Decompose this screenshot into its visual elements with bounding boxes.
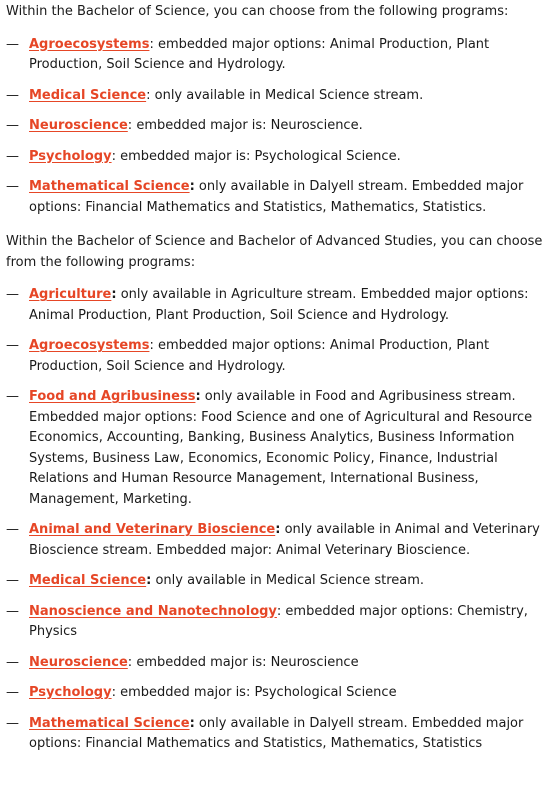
program-separator: : — [111, 685, 116, 700]
program-separator: : — [189, 715, 195, 731]
program-separator: : — [275, 522, 281, 537]
list-dash-marker: — — [6, 118, 19, 133]
program-separator: : — [149, 36, 154, 52]
program-link[interactable]: Nanoscience and Nanotechnology — [29, 603, 277, 619]
program-separator: : — [189, 179, 195, 194]
program-list-item — [6, 147, 548, 168]
program-description: only available in Food and Agribusiness stream. Embedded major options: Food Science and one of Agricultural and Resource Economics, Accounting, Banking, Business Analytics, Business Information Systems, Business Law, Economics, Economic Policy, Finance, Industrial Relations and Human Resource Management, International Business, Management, Marketing. — [29, 389, 533, 507]
program-link[interactable]: Neuroscience — [29, 118, 128, 133]
program-link[interactable]: Medical Science — [29, 87, 147, 103]
list-dash-marker: — — [6, 685, 19, 700]
program-list-item — [6, 520, 548, 561]
program-separator: : — [149, 338, 154, 353]
program-link[interactable]: Mathematical Science — [29, 715, 190, 731]
program-separator: : — [146, 573, 152, 588]
program-description: embedded major is: Neuroscience. — [132, 118, 363, 133]
program-description: only available in Agriculture stream. Embedded major options: Animal Production, Plant Production, Soil Science and Hydrology. — [29, 287, 529, 323]
program-description: only available in Medical Science stream. — [150, 87, 424, 103]
section1-intro: Within the Bachelor of Science, you can choose from the following programs: — [6, 4, 509, 19]
list-dash-marker: — — [6, 573, 19, 588]
program-link[interactable]: Food and Agribusiness — [29, 389, 196, 404]
program-link[interactable]: Psychology — [29, 685, 112, 700]
program-list-item — [6, 683, 548, 704]
program-list-item — [6, 285, 548, 326]
program-link[interactable]: Agroecosystems — [29, 36, 150, 52]
program-description: embedded major is: Psychological Science. — [115, 148, 401, 164]
program-list-item — [6, 116, 548, 137]
program-separator: : — [111, 287, 117, 302]
list-dash-marker: — — [6, 389, 19, 404]
list-dash-marker: — — [6, 654, 19, 670]
program-list-item — [6, 387, 548, 510]
program-separator: : — [111, 148, 116, 164]
list-dash-marker: — — [6, 715, 19, 731]
program-link[interactable]: Neuroscience — [29, 654, 128, 670]
program-description: embedded major options: Animal Production, Plant Production, Soil Science and Hydrology. — [29, 338, 490, 374]
program-description: embedded major options: Animal Production, Plant Production, Soil Science and Hydrology. — [29, 36, 490, 72]
list-dash-marker: — — [6, 603, 19, 619]
program-list-item — [6, 336, 548, 377]
program-link[interactable]: Medical Science — [29, 573, 147, 588]
list-dash-marker: — — [6, 287, 19, 302]
program-description: only available in Dalyell stream. Embedded major options: Financial Mathematics and Statistics, Mathematics, Statistics — [29, 715, 524, 751]
program-list-item — [6, 571, 548, 592]
program-list-item — [6, 35, 548, 76]
list-dash-marker: — — [6, 179, 19, 194]
program-description: only available in Medical Science stream. — [151, 573, 425, 588]
program-link[interactable]: Animal and Veterinary Bioscience — [29, 522, 276, 537]
list-dash-marker: — — [6, 87, 19, 103]
program-description: embedded major options: Chemistry, Physics — [29, 603, 528, 639]
program-description: embedded major is: Psychological Science — [115, 685, 397, 700]
list-dash-marker: — — [6, 148, 19, 164]
program-description: only available in Animal and Veterinary Bioscience stream. Embedded major: Animal Veterinary Bioscience. — [29, 522, 540, 558]
program-list-item — [6, 177, 548, 218]
list-dash-marker: — — [6, 36, 19, 52]
program-separator: : — [127, 654, 133, 670]
section2-intro: Within the Bachelor of Science and Bachelor of Advanced Studies, you can choose from the following programs: — [6, 234, 543, 270]
list-dash-marker: — — [6, 338, 19, 353]
program-separator: : — [146, 87, 151, 103]
program-link[interactable]: Agroecosystems — [29, 338, 150, 353]
program-list-item — [6, 86, 548, 107]
program-separator: : — [276, 603, 282, 619]
program-list-item — [6, 602, 548, 643]
section1-program-list — [6, 35, 548, 219]
program-description: only available in Dalyell stream. Embedded major options: Financial Mathematics and Statistics, Mathematics, Statistics. — [29, 179, 524, 215]
program-description: embedded major is: Neuroscience — [132, 654, 359, 670]
list-dash-marker: — — [6, 522, 19, 537]
program-link[interactable]: Agriculture — [29, 287, 112, 302]
program-list-item — [6, 653, 548, 674]
program-link[interactable]: Mathematical Science — [29, 179, 190, 194]
program-separator: : — [195, 389, 201, 404]
program-link[interactable]: Psychology — [29, 148, 112, 164]
program-list-item — [6, 714, 548, 755]
section2-program-list — [6, 285, 548, 755]
program-separator: : — [127, 118, 133, 133]
